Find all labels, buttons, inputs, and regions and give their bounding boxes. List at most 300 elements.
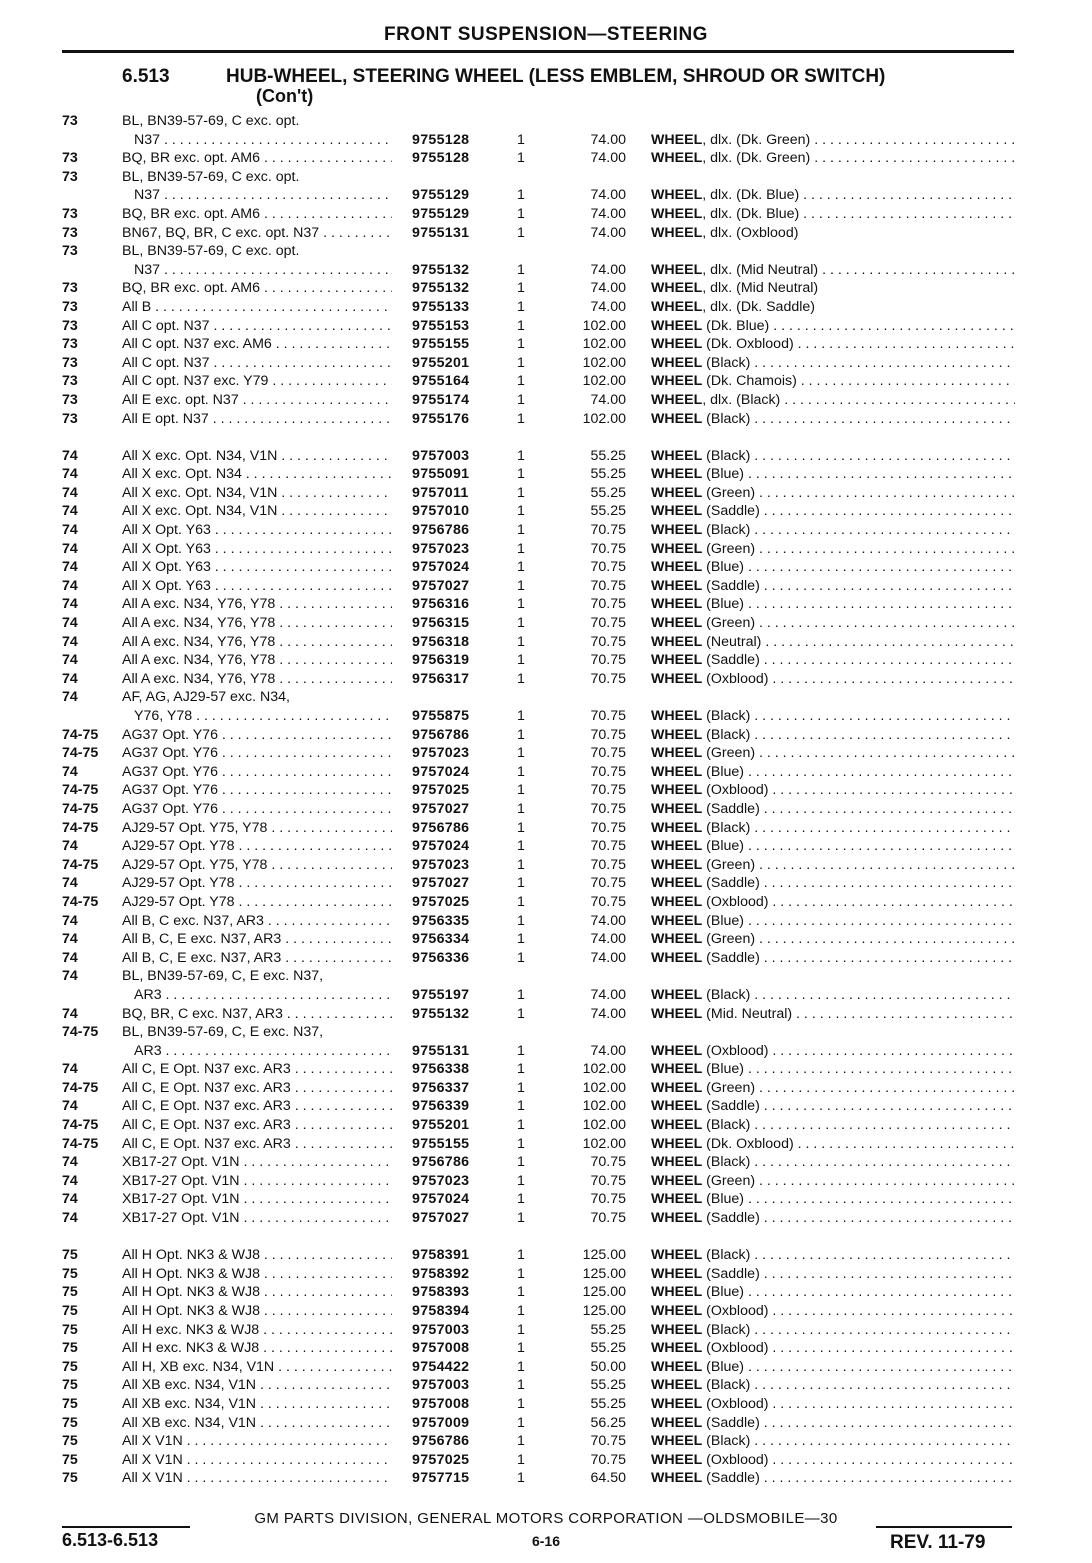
description-detail: (Mid. Neutral) (702, 1005, 793, 1022)
quantity: 1 (517, 726, 525, 743)
application: All X Opt. Y63 . . . (122, 521, 392, 540)
price: 102.00 (582, 1135, 626, 1152)
application: N37 . . . (134, 131, 392, 150)
illustration-number: 74 (62, 633, 78, 650)
table-row (0, 874, 1092, 893)
quantity: 1 (517, 1265, 525, 1282)
description (651, 465, 1015, 484)
table-row (0, 149, 1092, 168)
description-detail: (Black) (702, 1377, 751, 1394)
price: 102.00 (582, 1061, 626, 1078)
quantity: 1 (517, 1005, 525, 1022)
description-detail: (Black) (702, 1433, 751, 1450)
price: 74.00 (590, 1005, 626, 1022)
description-detail: (Oxblood) (702, 893, 769, 910)
part-number: 9757715 (412, 1470, 470, 1487)
quantity: 1 (517, 1358, 525, 1375)
description (651, 335, 1015, 354)
part-number: 9757027 (412, 577, 470, 594)
description-detail: (Dk. Blue) (702, 317, 770, 334)
quantity: 1 (517, 1377, 525, 1394)
illustration-number: 73 (62, 150, 78, 167)
description-name: WHEEL (651, 838, 703, 855)
quantity: 1 (517, 986, 525, 1003)
quantity: 1 (517, 1098, 525, 1115)
description-name: WHEEL (651, 1172, 703, 1189)
part-number: 9755128 (412, 150, 470, 167)
part-number: 9756786 (412, 726, 470, 743)
illustration-number: 74 (62, 447, 78, 464)
table-row (0, 1079, 1092, 1098)
illustration-number: 74-75 (62, 745, 99, 762)
application: BN67, BQ, BR, C exc. opt. N37 . . . (122, 224, 392, 243)
description-name: WHEEL (651, 373, 703, 390)
price: 70.75 (590, 615, 626, 632)
illustration-number: 74-75 (62, 1079, 99, 1096)
table-row (0, 930, 1092, 949)
section-number: 6.513 (122, 66, 170, 87)
part-number: 9756339 (412, 1098, 470, 1115)
application: AR3 . . . (134, 986, 392, 1005)
price: 70.75 (590, 726, 626, 743)
description-detail: (Black) (702, 354, 751, 371)
price: 70.75 (590, 540, 626, 557)
illustration-number: 74 (62, 931, 78, 948)
description (651, 651, 1015, 670)
price: 56.25 (590, 1414, 626, 1431)
description-detail: (Saddle) (702, 949, 760, 966)
quantity: 1 (517, 949, 525, 966)
description-name: WHEEL (651, 708, 703, 724)
application: All H Opt. NK3 & WJ8 . . . (122, 1302, 392, 1321)
description-detail: , dlx. (Black) (702, 391, 781, 408)
description-name: WHEEL (651, 875, 703, 892)
table-row (0, 595, 1092, 614)
part-number: 9756786 (412, 1154, 470, 1171)
application: All X exc. Opt. N34 . . . (122, 465, 392, 484)
table-row (0, 502, 1092, 521)
price: 70.75 (590, 893, 626, 910)
description-name: WHEEL (651, 1340, 703, 1357)
table-row (0, 1023, 1092, 1042)
quantity: 1 (517, 1210, 525, 1227)
application: All E exc. opt. N37 . . . (122, 391, 392, 410)
description-name: WHEEL (651, 931, 703, 948)
part-number: 9755132 (412, 1005, 470, 1022)
quantity: 1 (517, 354, 525, 371)
application: AG37 Opt. Y76 . . . (122, 800, 392, 819)
description-name: WHEEL (651, 1395, 703, 1412)
description-detail: (Black) (702, 708, 751, 724)
table-row (0, 1451, 1092, 1470)
illustration-number: 75 (62, 1284, 78, 1301)
quantity: 1 (517, 819, 525, 836)
table-row (0, 651, 1092, 670)
price: 55.25 (590, 1340, 626, 1357)
price: 50.00 (590, 1358, 626, 1375)
description-name: WHEEL (651, 187, 703, 204)
part-number: 9756786 (412, 522, 470, 539)
description-name: WHEEL (651, 1433, 703, 1450)
illustration-number: 75 (62, 1377, 78, 1394)
price: 70.75 (590, 652, 626, 669)
description (651, 1451, 1015, 1470)
table-row (0, 186, 1092, 205)
description-name: WHEEL (651, 633, 703, 650)
illustration-number: 74-75 (62, 1135, 99, 1152)
price: 74.00 (590, 131, 626, 148)
application: All B, C exc. N37, AR3 . . . (122, 912, 392, 931)
illustration-number: 74 (62, 838, 78, 855)
description-detail: (Blue) (702, 838, 745, 855)
illustration-number: 74-75 (62, 726, 99, 743)
description-name: WHEEL (651, 763, 703, 780)
description-detail: (Saddle) (702, 1265, 760, 1282)
description-name: WHEEL (651, 522, 703, 539)
description-name: WHEEL (651, 1451, 703, 1468)
table-row (0, 168, 1092, 187)
price: 74.00 (590, 1042, 626, 1059)
application: All C, E Opt. N37 exc. AR3 . . . (122, 1060, 392, 1079)
application: All H Opt. NK3 & WJ8 . . . (122, 1283, 392, 1302)
application: Y76, Y78 . . . (134, 707, 392, 726)
description (651, 1005, 1015, 1024)
table-row (0, 1395, 1092, 1414)
illustration-number: 75 (62, 1451, 78, 1468)
price: 70.75 (590, 522, 626, 539)
illustration-number: 75 (62, 1247, 78, 1264)
table-row (0, 893, 1092, 912)
application: All X V1N . . . (122, 1432, 392, 1451)
description-detail: , dlx. (Dk. Green) (702, 150, 811, 167)
description-detail: (Saddle) (702, 1414, 760, 1431)
description-detail: (Black) (702, 1321, 751, 1338)
description (651, 1172, 1015, 1191)
table-row (0, 949, 1092, 968)
description (651, 1321, 1015, 1340)
illustration-number: 74 (62, 522, 78, 539)
quantity: 1 (517, 856, 525, 873)
part-number: 9755176 (412, 410, 470, 427)
illustration-number: 73 (62, 336, 78, 353)
description-detail: (Dk. Oxblood) (702, 336, 794, 353)
description-detail: (Black) (702, 819, 751, 836)
table-row (0, 261, 1092, 280)
description (651, 1414, 1015, 1433)
quantity: 1 (517, 559, 525, 576)
application: All H Opt. NK3 & WJ8 . . . (122, 1265, 392, 1284)
application: All H exc. NK3 & WJ8 . . . (122, 1321, 392, 1340)
table-row (0, 1172, 1092, 1191)
price: 64.50 (590, 1470, 626, 1487)
price: 70.75 (590, 633, 626, 650)
illustration-number: 75 (62, 1340, 78, 1357)
application: AJ29-57 Opt. Y75, Y78 . . . (122, 819, 392, 838)
description (651, 1283, 1015, 1302)
part-number: 9758392 (412, 1265, 470, 1282)
quantity: 1 (517, 205, 525, 222)
part-number: 9755129 (412, 187, 470, 204)
part-number: 9755155 (412, 1135, 470, 1152)
part-number: 9757024 (412, 559, 470, 576)
table-row (0, 837, 1092, 856)
price: 70.75 (590, 1210, 626, 1227)
table-row (0, 521, 1092, 540)
quantity: 1 (517, 280, 525, 297)
description-name: WHEEL (651, 391, 703, 408)
application: AJ29-57 Opt. Y78 . . . (122, 874, 392, 893)
table-row (0, 484, 1092, 503)
table-row (0, 744, 1092, 763)
part-number: 9755131 (412, 1042, 470, 1059)
description-name: WHEEL (651, 298, 703, 315)
description (651, 149, 1015, 168)
table-row (0, 1358, 1092, 1377)
table-row (0, 224, 1092, 243)
description-name: WHEEL (651, 1377, 703, 1394)
description-detail: (Black) (702, 1154, 751, 1171)
table-row (0, 335, 1092, 354)
quantity: 1 (517, 615, 525, 632)
price: 74.00 (590, 391, 626, 408)
description-detail: (Green) (702, 856, 756, 873)
quantity: 1 (517, 1395, 525, 1412)
illustration-number: 74 (62, 1005, 78, 1022)
illustration-number: 75 (62, 1395, 78, 1412)
illustration-number: 74-75 (62, 1117, 99, 1134)
application: BQ, BR, C exc. N37, AR3 . . . (122, 1005, 392, 1024)
table-row (0, 1339, 1092, 1358)
description-name: WHEEL (651, 205, 703, 222)
description-name: WHEEL (651, 540, 703, 557)
price: 70.75 (590, 670, 626, 687)
illustration-number: 74 (62, 1061, 78, 1078)
price: 70.75 (590, 875, 626, 892)
part-number: 9756334 (412, 931, 470, 948)
description-detail: (Oxblood) (702, 782, 769, 799)
description (651, 1395, 1015, 1414)
quantity: 1 (517, 1191, 525, 1208)
table-row (0, 298, 1092, 317)
quantity: 1 (517, 1247, 525, 1264)
header-rule (62, 50, 1014, 53)
price: 74.00 (590, 224, 626, 241)
footer-publisher: GM PARTS DIVISION, GENERAL MOTORS CORPORATION —OLDSMOBILE—30 (254, 1510, 838, 1527)
quantity: 1 (517, 410, 525, 427)
illustration-number: 75 (62, 1358, 78, 1375)
table-row (0, 1005, 1092, 1024)
description (651, 261, 1015, 280)
description-detail: (Saddle) (702, 577, 760, 594)
description-name: WHEEL (651, 949, 703, 966)
table-row (0, 800, 1092, 819)
application: AG37 Opt. Y76 . . . (122, 726, 392, 745)
part-number: 9757023 (412, 540, 470, 557)
description-detail: (Blue) (702, 1358, 745, 1375)
quantity: 1 (517, 763, 525, 780)
part-number: 9757008 (412, 1395, 470, 1412)
price: 74.00 (590, 205, 626, 222)
part-number: 9756336 (412, 949, 470, 966)
description-detail: (Saddle) (702, 652, 760, 669)
price: 70.75 (590, 1154, 626, 1171)
application: XB17-27 Opt. V1N . . . (122, 1190, 392, 1209)
table-row (0, 1432, 1092, 1451)
price: 55.25 (590, 1321, 626, 1338)
quantity: 1 (517, 1117, 525, 1134)
description-detail: , dlx. (Oxblood) (702, 224, 799, 241)
description (651, 1116, 1015, 1135)
description (651, 186, 1015, 205)
price: 55.25 (590, 466, 626, 483)
application: AJ29-57 Opt. Y78 . . . (122, 837, 392, 856)
description (651, 1376, 1015, 1395)
description-name: WHEEL (651, 1117, 703, 1134)
quantity: 1 (517, 336, 525, 353)
description-name: WHEEL (651, 782, 703, 799)
table-row (0, 279, 1092, 298)
price: 55.25 (590, 484, 626, 501)
part-number: 9755155 (412, 336, 470, 353)
quantity: 1 (517, 1061, 525, 1078)
price: 74.00 (590, 261, 626, 278)
application: All A exc. N34, Y76, Y78 . . . (122, 614, 392, 633)
illustration-number: 75 (62, 1433, 78, 1450)
table-row (0, 205, 1092, 224)
description-name: WHEEL (651, 1265, 703, 1282)
quantity: 1 (517, 187, 525, 204)
illustration-number: 74-75 (62, 856, 99, 873)
description-detail: (Saddle) (702, 1470, 760, 1487)
quantity: 1 (517, 875, 525, 892)
quantity: 1 (517, 1340, 525, 1357)
quantity: 1 (517, 1414, 525, 1431)
description-name: WHEEL (651, 615, 703, 632)
description-detail: , dlx. (Dk. Blue) (702, 205, 800, 222)
table-row (0, 558, 1092, 577)
price: 125.00 (582, 1265, 626, 1282)
quantity: 1 (517, 893, 525, 910)
description-detail: (Dk. Chamois) (702, 373, 797, 390)
part-number: 9757011 (412, 484, 469, 501)
illustration-number: 74 (62, 912, 78, 929)
price: 55.25 (590, 503, 626, 520)
application: N37 . . . (134, 261, 392, 280)
application: All A exc. N34, Y76, Y78 . . . (122, 595, 392, 614)
quantity: 1 (517, 373, 525, 390)
description (651, 1246, 1015, 1265)
description (651, 1302, 1015, 1321)
part-number: 9757023 (412, 1172, 470, 1189)
part-number: 9755131 (412, 224, 470, 241)
description-detail: (Oxblood) (702, 670, 769, 687)
price: 102.00 (582, 373, 626, 390)
part-number: 9757024 (412, 838, 470, 855)
application: All XB exc. N34, V1N . . . (122, 1376, 392, 1395)
part-number: 9757010 (412, 503, 470, 520)
description-detail: (Green) (702, 484, 756, 501)
description-detail: (Blue) (702, 466, 745, 483)
description (651, 930, 1015, 949)
description-detail: (Black) (702, 410, 751, 427)
description-detail: (Black) (702, 986, 751, 1003)
application: All H, XB exc. N34, V1N . . . (122, 1358, 392, 1377)
price: 70.75 (590, 763, 626, 780)
illustration-number: 74 (62, 652, 78, 669)
application: All E opt. N37 . . . (122, 410, 392, 429)
part-number: 9754422 (412, 1358, 470, 1375)
illustration-number: 73 (62, 373, 78, 390)
table-row (0, 1265, 1092, 1284)
quantity: 1 (517, 317, 525, 334)
description-detail: (Blue) (702, 912, 745, 929)
description-detail: (Oxblood) (702, 1303, 769, 1319)
illustration-number: 73 (62, 243, 78, 260)
price: 70.75 (590, 708, 626, 724)
description-name: WHEEL (651, 447, 703, 464)
description-name: WHEEL (651, 484, 703, 501)
description (651, 595, 1015, 614)
page-header-title: FRONT SUSPENSION—STEERING (384, 24, 708, 45)
description-name: WHEEL (651, 150, 703, 167)
description-detail: (Green) (702, 540, 756, 557)
description-name: WHEEL (651, 1321, 703, 1338)
quantity: 1 (517, 484, 525, 501)
illustration-number: 74 (62, 559, 78, 576)
application: All A exc. N34, Y76, Y78 . . . (122, 651, 392, 670)
part-number: 9757027 (412, 800, 470, 817)
application: XB17-27 Opt. V1N . . . (122, 1153, 392, 1172)
price: 102.00 (582, 410, 626, 427)
part-number: 9755129 (412, 205, 470, 222)
table-row (0, 447, 1092, 466)
description-name: WHEEL (651, 131, 703, 148)
quantity: 1 (517, 652, 525, 669)
description-detail: (Black) (702, 726, 751, 743)
price: 70.75 (590, 1191, 626, 1208)
price: 70.75 (590, 596, 626, 613)
description-name: WHEEL (651, 596, 703, 613)
table-row (0, 633, 1092, 652)
part-number: 9755197 (412, 986, 470, 1003)
price: 55.25 (590, 1395, 626, 1412)
part-number: 9757009 (412, 1414, 470, 1431)
quantity: 1 (517, 1042, 525, 1059)
price: 55.25 (590, 447, 626, 464)
part-number: 9755164 (412, 373, 470, 390)
description-name: WHEEL (651, 1098, 703, 1115)
quantity: 1 (517, 298, 525, 315)
quantity: 1 (517, 224, 525, 241)
illustration-number: 74 (62, 1172, 78, 1189)
quantity: 1 (517, 1321, 525, 1338)
application: All B, C, E exc. N37, AR3 . . . (122, 949, 392, 968)
description (651, 800, 1015, 819)
description-detail: (Black) (702, 1247, 751, 1264)
description (651, 502, 1015, 521)
description-detail: , dlx. (Dk. Saddle) (702, 298, 815, 315)
application: AG37 Opt. Y76 . . . (122, 781, 392, 800)
illustration-number: 75 (62, 1265, 78, 1282)
part-number: 9757025 (412, 1451, 470, 1468)
quantity: 1 (517, 447, 525, 464)
description (651, 372, 1015, 391)
application: All X V1N . . . (122, 1451, 392, 1470)
part-number: 9757025 (412, 782, 470, 799)
part-number: 9757027 (412, 1210, 470, 1227)
description-name: WHEEL (651, 1358, 703, 1375)
quantity: 1 (517, 466, 525, 483)
